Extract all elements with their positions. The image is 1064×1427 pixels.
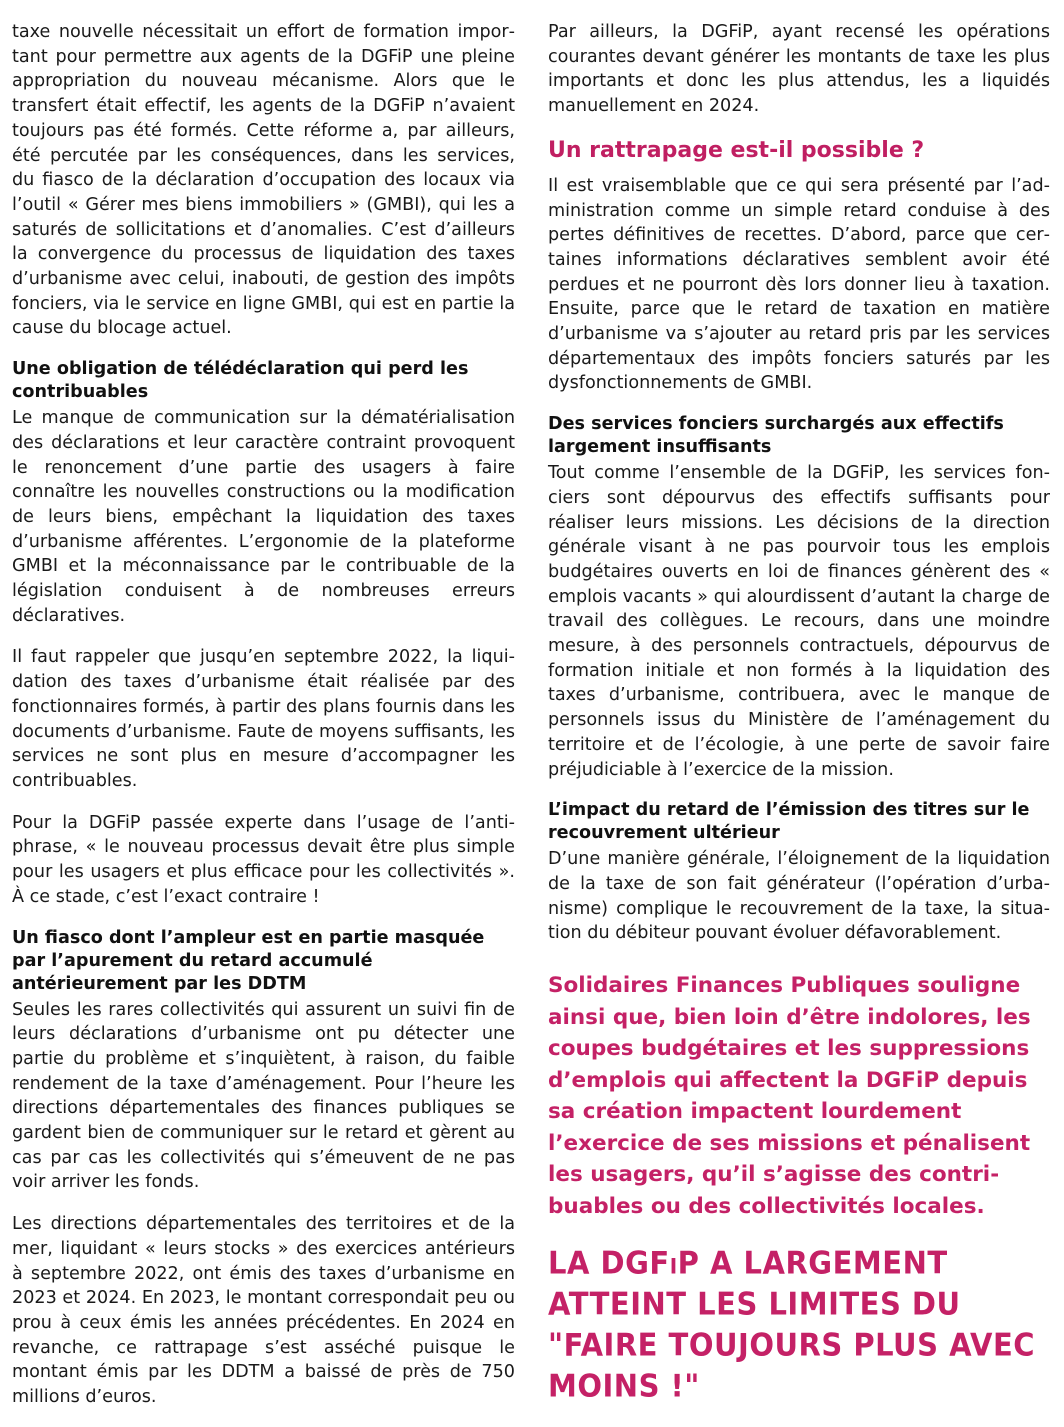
paragraph: Tout comme l’ensemble de la DGFiP, les services fonciers sont dépourvus des effectifs suffisants pour réaliser leurs missions. Les décisions de la direction générale visant à ne pas pourvoir tous les emplois budgétaires ouverts en loi de finances génèrent des « emplois vacants » qui alourdissent d’autant la charge de travail des collègues. Le recours, dans une moindre mesure, à des personnels contractuels, dépourvus de formation initiale et non formés à la liquidation des taxes d’urbanisme, contribuera, avec le manque de personnels issus du Ministère de l’aménagement du territoire et de l’écologie, à une perte de savoir faire préjudiciable à l’exercice de la mission. (548, 463, 1050, 780)
paragraph: Il faut rappeler que jusqu’en septembre 2022, la liquidation des taxes d’urbanisme était réalisée par des fonctionnaires formés, à partir des plans fournis dans les documents d’urbanisme. Faute de moyens suffisants, les services ne sont plus en mesure d’accompagner les contribuables. (12, 647, 515, 791)
section-heading: Une obligation de télédéclaration qui perd les contribuables (12, 359, 469, 403)
section-heading: Un fiasco dont l’ampleur est en partie masquée par l’apurement du retard accumulé antérieurement par les DDTM (12, 927, 485, 994)
paragraph: Le manque de communication sur la dématérialisation des déclarations et leur caractère contraint provoquent le renoncement d’une partie des usagers à faire connaître les nouvelles constructions ou la modification de leurs biens, empêchant la liquidation des taxes d’urbanisme afférentes. L’ergonomie de la plateforme GMBI et la méconnaissance par le contribuable de la législation conduisent à de nombreuses erreurs déclaratives. (12, 408, 515, 626)
paragraph: Pour la DGFiP passée experte dans l’usage de l’antiphrase, « le nouveau processus devait être plus simple pour les usagers et plus efficace pour les collectivités ». À ce stade, c’est l’exact contraire ! (12, 812, 515, 907)
pink-heading: Un rattrapage est-il possible ? (548, 137, 925, 163)
callout-text: Solidaires Finances Publiques souligne ainsi que, bien loin d’être indolores, les coupes budgétaires et les suppressions d’emplois qui affectent la DGFiP depuis sa création impactent lourdement l’exercice de ses missions et pénalisent les usagers, qu’il s’agisse des contribuables ou des collectivités locales. (548, 973, 1031, 1219)
paragraph: taxe nouvelle nécessitait un effort de formation important pour permettre aux agents de la DGFiP une pleine appropriation du nouveau mécanisme. Alors que le transfert était effectif, les agents de la DGFiP n’avaient toujours pas été formés. Cette réforme a, par ailleurs, été percutée par les conséquences, dans les services, du fiasco de la déclaration d’occupation des locaux via l’outil « Gérer mes biens immobiliers » (GMBI), qui les a saturés de sollicitations et d’anomalies. C’est d’ailleurs la convergence du processus de liquidation des taxes d’urbanisme avec celui, inabouti, de gestion des impôts fonciers, via le service en ligne GMBI, qui est en partie la cause du blocage actuel. (12, 22, 515, 339)
paragraph: Par ailleurs, la DGFiP, ayant recensé les opérations courantes devant générer les montants de taxe les plus importants et donc les plus attendus, les a liquidés manuellement en 2024. (548, 22, 1050, 117)
left-column (12, 20, 515, 1427)
slogan-text: LA DGFiP A LARGEMENT ATTEINT LES LIMITES DU "FAIRE TOUJOURS PLUS AVEC MOINS !" (548, 1244, 1036, 1405)
paragraph: D’une manière générale, l’éloignement de la liquidation de la taxe de son fait générateur (l’opération d’urbanisme) complique le recouvrement de la taxe, la situation du débiteur pouvant évoluer défavorablement. (548, 849, 1050, 944)
paragraph: Les directions départementales des territoires et de la mer, liquidant « leurs stocks » des exercices antérieurs à septembre 2022, ont émis des taxes d’urbanisme en 2023 et 2024. En 2023, le montant correspondait peu ou prou à ceux émis les années précédentes. En 2024 en revanche, ce rattrapage s’est asséché puisque le montant émis par les DDTM a baissé de près de 750 millions d’euros. (12, 1214, 515, 1408)
paragraph: Il est vraisemblable que ce qui sera présenté par l’administration comme un simple retard conduise à des pertes définitives de recettes. D’abord, parce que certaines informations déclaratives semblent avoir été perdues et ne pourront dès lors donner lieu à taxation. Ensuite, parce que le retard de taxation en matière d’urbanisme va s’ajouter au retard pris par les services départementaux des impôts fonciers saturés par les dysfonctionnements de GMBI. (548, 175, 1050, 394)
right-column (548, 20, 1050, 1405)
section-heading: L’impact du retard de l’émission des titres sur le recouvrement ultérieur (548, 800, 1030, 844)
section-heading: Des services fonciers surchargés aux effectifs largement insuffisants (548, 414, 1004, 458)
paragraph: Seules les rares collectivités qui assurent un suivi fin de leurs déclarations d’urbanisme ont pu détecter une partie du problème et s’inquiètent, à raison, du faible rendement de la taxe d’aménagement. Pour l’heure les directions départementales des finances publiques se gardent bien de communiquer sur le retard et gèrent au cas par cas les collectivités qui s’émeuvent de ne pas voir arriver les fonds. (12, 999, 515, 1193)
